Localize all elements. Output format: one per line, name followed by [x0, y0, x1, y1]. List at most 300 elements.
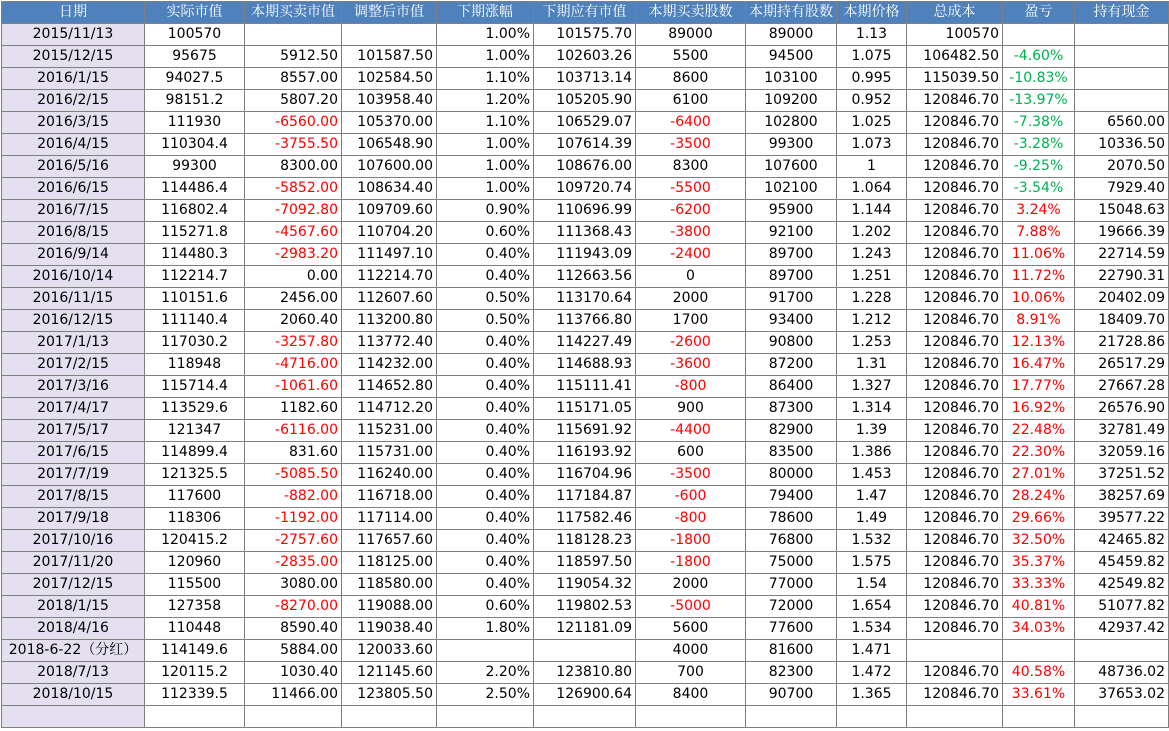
cell-price[interactable]: 1 [837, 156, 907, 178]
cell-trade-value[interactable] [245, 706, 342, 728]
cell-date[interactable]: 2016/6/15 [2, 178, 145, 200]
cell-trade-shares[interactable]: -1800 [636, 530, 746, 552]
cell-cash[interactable] [1075, 640, 1169, 662]
cell-date[interactable]: 2017/10/16 [2, 530, 145, 552]
cell-trade-value[interactable]: -3257.80 [245, 332, 342, 354]
cell-next-target-value[interactable]: 109720.74 [534, 178, 636, 200]
cell-date[interactable]: 2016/4/15 [2, 134, 145, 156]
cell-adjusted-value[interactable]: 115231.00 [342, 420, 437, 442]
cell-trade-shares[interactable]: -3800 [636, 222, 746, 244]
cell-held-shares[interactable]: 89700 [746, 266, 837, 288]
cell-profit-loss[interactable]: 29.66% [1003, 508, 1075, 530]
cell-date[interactable]: 2017/7/19 [2, 464, 145, 486]
cell-total-cost[interactable]: 120846.70 [907, 222, 1003, 244]
cell-next-target-value[interactable]: 111943.09 [534, 244, 636, 266]
cell-price[interactable]: 0.952 [837, 90, 907, 112]
cell-trade-shares[interactable]: 700 [636, 662, 746, 684]
cell-adjusted-value[interactable] [342, 24, 437, 46]
cell-date[interactable]: 2017/5/17 [2, 420, 145, 442]
cell-trade-value[interactable]: -6560.00 [245, 112, 342, 134]
cell-next-rise[interactable]: 0.60% [437, 222, 534, 244]
cell-trade-shares[interactable]: 4000 [636, 640, 746, 662]
cell-trade-value[interactable]: 2060.40 [245, 310, 342, 332]
cell-actual-value[interactable]: 118948 [145, 354, 245, 376]
cell-held-shares[interactable]: 83500 [746, 442, 837, 464]
cell-trade-shares[interactable]: -5500 [636, 178, 746, 200]
cell-cash[interactable]: 42465.82 [1075, 530, 1169, 552]
cell-next-rise[interactable]: 2.50% [437, 684, 534, 706]
cell-trade-shares[interactable]: -800 [636, 508, 746, 530]
cell-trade-value[interactable]: -2983.20 [245, 244, 342, 266]
cell-total-cost[interactable]: 115039.50 [907, 68, 1003, 90]
cell-trade-value[interactable] [245, 24, 342, 46]
cell-date[interactable] [2, 706, 145, 728]
cell-date[interactable]: 2017/8/15 [2, 486, 145, 508]
cell-date[interactable]: 2016/3/15 [2, 112, 145, 134]
cell-profit-loss[interactable]: -4.60% [1003, 46, 1075, 68]
cell-adjusted-value[interactable]: 111497.10 [342, 244, 437, 266]
cell-profit-loss[interactable]: 28.24% [1003, 486, 1075, 508]
cell-trade-shares[interactable]: -4400 [636, 420, 746, 442]
col-header-actual-value[interactable]: 实际市值 [145, 2, 245, 24]
cell-trade-shares[interactable]: 8600 [636, 68, 746, 90]
cell-total-cost[interactable]: 120846.70 [907, 90, 1003, 112]
cell-trade-value[interactable]: 0.00 [245, 266, 342, 288]
cell-total-cost[interactable]: 120846.70 [907, 200, 1003, 222]
cell-profit-loss[interactable] [1003, 706, 1075, 728]
cell-price[interactable]: 1.532 [837, 530, 907, 552]
cell-actual-value[interactable] [145, 706, 245, 728]
cell-profit-loss[interactable]: 16.47% [1003, 354, 1075, 376]
cell-held-shares[interactable]: 102800 [746, 112, 837, 134]
cell-date[interactable]: 2018/10/15 [2, 684, 145, 706]
cell-adjusted-value[interactable]: 120033.60 [342, 640, 437, 662]
cell-next-target-value[interactable] [534, 640, 636, 662]
cell-cash[interactable]: 26517.29 [1075, 354, 1169, 376]
cell-next-rise[interactable]: 0.40% [437, 574, 534, 596]
cell-adjusted-value[interactable]: 108634.40 [342, 178, 437, 200]
cell-actual-value[interactable]: 120115.2 [145, 662, 245, 684]
cell-trade-shares[interactable]: 1700 [636, 310, 746, 332]
cell-next-target-value[interactable]: 108676.00 [534, 156, 636, 178]
cell-next-target-value[interactable]: 102603.26 [534, 46, 636, 68]
cell-trade-shares[interactable]: -600 [636, 486, 746, 508]
cell-next-target-value[interactable]: 119054.32 [534, 574, 636, 596]
cell-profit-loss[interactable]: -13.97% [1003, 90, 1075, 112]
cell-date[interactable]: 2018-6-22（分红） [2, 640, 145, 662]
cell-held-shares[interactable]: 78600 [746, 508, 837, 530]
cell-date[interactable]: 2016/12/15 [2, 310, 145, 332]
cell-actual-value[interactable]: 100570 [145, 24, 245, 46]
cell-adjusted-value[interactable]: 123805.50 [342, 684, 437, 706]
cell-trade-shares[interactable] [636, 706, 746, 728]
cell-actual-value[interactable]: 95675 [145, 46, 245, 68]
cell-held-shares[interactable]: 87300 [746, 398, 837, 420]
cell-held-shares[interactable]: 75000 [746, 552, 837, 574]
cell-profit-loss[interactable]: 22.30% [1003, 442, 1075, 464]
cell-date[interactable]: 2016/7/15 [2, 200, 145, 222]
cell-next-rise[interactable]: 0.40% [437, 530, 534, 552]
cell-held-shares[interactable]: 93400 [746, 310, 837, 332]
cell-profit-loss[interactable]: -7.38% [1003, 112, 1075, 134]
cell-cash[interactable]: 51077.82 [1075, 596, 1169, 618]
cell-cash[interactable]: 27667.28 [1075, 376, 1169, 398]
cell-date[interactable]: 2017/12/15 [2, 574, 145, 596]
cell-trade-value[interactable]: -4716.00 [245, 354, 342, 376]
cell-next-rise[interactable]: 0.50% [437, 288, 534, 310]
cell-next-rise[interactable]: 1.10% [437, 68, 534, 90]
cell-trade-value[interactable]: 2456.00 [245, 288, 342, 310]
cell-profit-loss[interactable]: 40.81% [1003, 596, 1075, 618]
cell-trade-shares[interactable]: -800 [636, 376, 746, 398]
cell-trade-value[interactable]: 8300.00 [245, 156, 342, 178]
cell-held-shares[interactable]: 80000 [746, 464, 837, 486]
cell-cash[interactable]: 7929.40 [1075, 178, 1169, 200]
cell-cash[interactable]: 19666.39 [1075, 222, 1169, 244]
cell-trade-value[interactable]: 5807.20 [245, 90, 342, 112]
cell-total-cost[interactable]: 120846.70 [907, 464, 1003, 486]
cell-actual-value[interactable]: 110304.4 [145, 134, 245, 156]
cell-actual-value[interactable]: 112339.5 [145, 684, 245, 706]
cell-cash[interactable]: 48736.02 [1075, 662, 1169, 684]
cell-actual-value[interactable]: 118306 [145, 508, 245, 530]
cell-actual-value[interactable]: 110151.6 [145, 288, 245, 310]
cell-next-rise[interactable]: 1.00% [437, 156, 534, 178]
cell-next-target-value[interactable]: 115691.92 [534, 420, 636, 442]
cell-trade-value[interactable]: -6116.00 [245, 420, 342, 442]
cell-next-target-value[interactable] [534, 706, 636, 728]
col-header-profit-loss[interactable]: 盈亏 [1003, 2, 1075, 24]
cell-cash[interactable]: 15048.63 [1075, 200, 1169, 222]
cell-next-target-value[interactable]: 119802.53 [534, 596, 636, 618]
cell-total-cost[interactable]: 120846.70 [907, 508, 1003, 530]
cell-next-rise[interactable]: 0.90% [437, 200, 534, 222]
cell-cash[interactable]: 26576.90 [1075, 398, 1169, 420]
cell-date[interactable]: 2016/11/15 [2, 288, 145, 310]
cell-adjusted-value[interactable]: 118580.00 [342, 574, 437, 596]
cell-adjusted-value[interactable] [342, 706, 437, 728]
cell-adjusted-value[interactable]: 113772.40 [342, 332, 437, 354]
cell-cash[interactable]: 22714.59 [1075, 244, 1169, 266]
cell-adjusted-value[interactable]: 117114.00 [342, 508, 437, 530]
cell-next-target-value[interactable]: 117184.87 [534, 486, 636, 508]
cell-price[interactable]: 1.327 [837, 376, 907, 398]
cell-held-shares[interactable]: 89000 [746, 24, 837, 46]
cell-date[interactable]: 2017/9/18 [2, 508, 145, 530]
cell-cash[interactable] [1075, 46, 1169, 68]
cell-adjusted-value[interactable]: 109709.60 [342, 200, 437, 222]
cell-actual-value[interactable]: 111930 [145, 112, 245, 134]
cell-price[interactable]: 1.386 [837, 442, 907, 464]
cell-actual-value[interactable]: 120415.2 [145, 530, 245, 552]
cell-trade-shares[interactable]: 900 [636, 398, 746, 420]
cell-cash[interactable]: 37251.52 [1075, 464, 1169, 486]
cell-cash[interactable]: 20402.09 [1075, 288, 1169, 310]
cell-date[interactable]: 2017/2/15 [2, 354, 145, 376]
cell-actual-value[interactable]: 110448 [145, 618, 245, 640]
cell-held-shares[interactable]: 95900 [746, 200, 837, 222]
cell-profit-loss[interactable]: -3.54% [1003, 178, 1075, 200]
cell-held-shares[interactable]: 76800 [746, 530, 837, 552]
cell-profit-loss[interactable]: 10.06% [1003, 288, 1075, 310]
cell-actual-value[interactable]: 120960 [145, 552, 245, 574]
cell-profit-loss[interactable]: 34.03% [1003, 618, 1075, 640]
cell-date[interactable]: 2017/6/15 [2, 442, 145, 464]
cell-price[interactable]: 1.243 [837, 244, 907, 266]
cell-actual-value[interactable]: 99300 [145, 156, 245, 178]
cell-adjusted-value[interactable]: 114652.80 [342, 376, 437, 398]
cell-date[interactable]: 2018/7/13 [2, 662, 145, 684]
col-header-held-shares[interactable]: 本期持有股数 [746, 2, 837, 24]
cell-next-rise[interactable]: 1.00% [437, 46, 534, 68]
cell-adjusted-value[interactable]: 105370.00 [342, 112, 437, 134]
cell-profit-loss[interactable] [1003, 24, 1075, 46]
cell-profit-loss[interactable]: 16.92% [1003, 398, 1075, 420]
cell-trade-value[interactable]: -7092.80 [245, 200, 342, 222]
cell-trade-shares[interactable]: 5600 [636, 618, 746, 640]
cell-actual-value[interactable]: 127358 [145, 596, 245, 618]
cell-held-shares[interactable]: 99300 [746, 134, 837, 156]
cell-next-target-value[interactable]: 107614.39 [534, 134, 636, 156]
cell-date[interactable]: 2015/12/15 [2, 46, 145, 68]
cell-held-shares[interactable]: 109200 [746, 90, 837, 112]
cell-price[interactable]: 1.54 [837, 574, 907, 596]
cell-trade-shares[interactable]: 2000 [636, 574, 746, 596]
cell-date[interactable]: 2017/4/17 [2, 398, 145, 420]
cell-total-cost[interactable]: 120846.70 [907, 486, 1003, 508]
cell-cash[interactable] [1075, 706, 1169, 728]
cell-total-cost[interactable]: 106482.50 [907, 46, 1003, 68]
cell-next-target-value[interactable]: 113766.80 [534, 310, 636, 332]
cell-next-target-value[interactable]: 116704.96 [534, 464, 636, 486]
cell-trade-shares[interactable]: -2400 [636, 244, 746, 266]
cell-date[interactable]: 2016/9/14 [2, 244, 145, 266]
cell-trade-value[interactable]: -1061.60 [245, 376, 342, 398]
cell-price[interactable]: 1.453 [837, 464, 907, 486]
cell-cash[interactable]: 2070.50 [1075, 156, 1169, 178]
cell-trade-value[interactable]: 5912.50 [245, 46, 342, 68]
cell-total-cost[interactable]: 120846.70 [907, 596, 1003, 618]
cell-trade-shares[interactable]: -6200 [636, 200, 746, 222]
cell-cash[interactable]: 37653.02 [1075, 684, 1169, 706]
cell-actual-value[interactable]: 98151.2 [145, 90, 245, 112]
cell-total-cost[interactable]: 120846.70 [907, 112, 1003, 134]
col-header-price[interactable]: 本期价格 [837, 2, 907, 24]
cell-total-cost[interactable]: 120846.70 [907, 662, 1003, 684]
cell-trade-value[interactable]: -3755.50 [245, 134, 342, 156]
cell-actual-value[interactable]: 115714.4 [145, 376, 245, 398]
cell-profit-loss[interactable]: -3.28% [1003, 134, 1075, 156]
cell-held-shares[interactable]: 92100 [746, 222, 837, 244]
cell-trade-value[interactable]: -5085.50 [245, 464, 342, 486]
cell-price[interactable]: 1.49 [837, 508, 907, 530]
cell-price[interactable]: 1.13 [837, 24, 907, 46]
cell-profit-loss[interactable]: 8.91% [1003, 310, 1075, 332]
cell-next-target-value[interactable]: 105205.90 [534, 90, 636, 112]
col-header-next-target-value[interactable]: 下期应有市值 [534, 2, 636, 24]
cell-held-shares[interactable]: 81600 [746, 640, 837, 662]
cell-adjusted-value[interactable]: 114232.00 [342, 354, 437, 376]
cell-next-rise[interactable]: 0.40% [437, 266, 534, 288]
cell-adjusted-value[interactable]: 110704.20 [342, 222, 437, 244]
cell-date[interactable]: 2016/10/14 [2, 266, 145, 288]
cell-profit-loss[interactable]: 12.13% [1003, 332, 1075, 354]
cell-price[interactable]: 1.47 [837, 486, 907, 508]
cell-trade-shares[interactable]: 8400 [636, 684, 746, 706]
cell-actual-value[interactable]: 121347 [145, 420, 245, 442]
cell-trade-value[interactable]: 5884.00 [245, 640, 342, 662]
cell-price[interactable]: 1.251 [837, 266, 907, 288]
cell-cash[interactable] [1075, 68, 1169, 90]
cell-profit-loss[interactable]: 33.61% [1003, 684, 1075, 706]
cell-trade-shares[interactable]: 89000 [636, 24, 746, 46]
cell-adjusted-value[interactable]: 119038.40 [342, 618, 437, 640]
cell-cash[interactable]: 22790.31 [1075, 266, 1169, 288]
cell-next-target-value[interactable]: 113170.64 [534, 288, 636, 310]
cell-actual-value[interactable]: 113529.6 [145, 398, 245, 420]
cell-held-shares[interactable]: 82900 [746, 420, 837, 442]
cell-held-shares[interactable]: 89700 [746, 244, 837, 266]
cell-adjusted-value[interactable]: 106548.90 [342, 134, 437, 156]
cell-total-cost[interactable]: 120846.70 [907, 244, 1003, 266]
col-header-next-rise[interactable]: 下期涨幅 [437, 2, 534, 24]
cell-cash[interactable] [1075, 90, 1169, 112]
cell-profit-loss[interactable]: 33.33% [1003, 574, 1075, 596]
cell-trade-shares[interactable]: -3500 [636, 134, 746, 156]
cell-actual-value[interactable]: 114480.3 [145, 244, 245, 266]
cell-cash[interactable]: 42937.42 [1075, 618, 1169, 640]
cell-total-cost[interactable]: 120846.70 [907, 332, 1003, 354]
cell-trade-shares[interactable]: -6400 [636, 112, 746, 134]
cell-actual-value[interactable]: 117030.2 [145, 332, 245, 354]
cell-trade-value[interactable]: 3080.00 [245, 574, 342, 596]
cell-held-shares[interactable]: 72000 [746, 596, 837, 618]
cell-adjusted-value[interactable]: 118125.00 [342, 552, 437, 574]
cell-total-cost[interactable]: 120846.70 [907, 552, 1003, 574]
cell-adjusted-value[interactable]: 101587.50 [342, 46, 437, 68]
cell-next-target-value[interactable]: 106529.07 [534, 112, 636, 134]
cell-actual-value[interactable]: 116802.4 [145, 200, 245, 222]
cell-cash[interactable] [1075, 24, 1169, 46]
cell-profit-loss[interactable]: 11.06% [1003, 244, 1075, 266]
cell-trade-value[interactable]: 1182.60 [245, 398, 342, 420]
cell-next-target-value[interactable]: 117582.46 [534, 508, 636, 530]
cell-actual-value[interactable]: 114486.4 [145, 178, 245, 200]
cell-next-rise[interactable]: 0.40% [437, 398, 534, 420]
cell-adjusted-value[interactable]: 113200.80 [342, 310, 437, 332]
col-header-trade-value[interactable]: 本期买卖市值 [245, 2, 342, 24]
cell-held-shares[interactable]: 91700 [746, 288, 837, 310]
cell-total-cost[interactable]: 120846.70 [907, 178, 1003, 200]
cell-date[interactable]: 2016/5/16 [2, 156, 145, 178]
cell-price[interactable]: 1.073 [837, 134, 907, 156]
cell-price[interactable]: 1.314 [837, 398, 907, 420]
cell-next-rise[interactable] [437, 640, 534, 662]
cell-total-cost[interactable]: 120846.70 [907, 156, 1003, 178]
cell-adjusted-value[interactable]: 119088.00 [342, 596, 437, 618]
cell-total-cost[interactable]: 120846.70 [907, 420, 1003, 442]
cell-actual-value[interactable]: 114899.4 [145, 442, 245, 464]
cell-trade-shares[interactable]: 8300 [636, 156, 746, 178]
cell-price[interactable]: 1.575 [837, 552, 907, 574]
cell-profit-loss[interactable] [1003, 640, 1075, 662]
cell-date[interactable]: 2016/1/15 [2, 68, 145, 90]
cell-profit-loss[interactable]: 35.37% [1003, 552, 1075, 574]
cell-next-rise[interactable]: 1.80% [437, 618, 534, 640]
cell-actual-value[interactable]: 115271.8 [145, 222, 245, 244]
cell-trade-value[interactable]: 1030.40 [245, 662, 342, 684]
cell-next-target-value[interactable]: 118128.23 [534, 530, 636, 552]
cell-cash[interactable]: 10336.50 [1075, 134, 1169, 156]
cell-trade-value[interactable]: -4567.60 [245, 222, 342, 244]
cell-next-rise[interactable]: 2.20% [437, 662, 534, 684]
cell-next-target-value[interactable]: 115171.05 [534, 398, 636, 420]
cell-adjusted-value[interactable]: 115731.00 [342, 442, 437, 464]
cell-held-shares[interactable]: 77600 [746, 618, 837, 640]
cell-cash[interactable]: 45459.82 [1075, 552, 1169, 574]
cell-next-target-value[interactable]: 110696.99 [534, 200, 636, 222]
cell-date[interactable]: 2018/4/16 [2, 618, 145, 640]
cell-profit-loss[interactable]: -9.25% [1003, 156, 1075, 178]
cell-trade-value[interactable]: 831.60 [245, 442, 342, 464]
cell-held-shares[interactable]: 77000 [746, 574, 837, 596]
cell-next-rise[interactable]: 0.40% [437, 552, 534, 574]
cell-held-shares[interactable]: 103100 [746, 68, 837, 90]
cell-actual-value[interactable]: 117600 [145, 486, 245, 508]
cell-date[interactable]: 2016/2/15 [2, 90, 145, 112]
cell-price[interactable]: 1.228 [837, 288, 907, 310]
cell-held-shares[interactable]: 82300 [746, 662, 837, 684]
cell-trade-shares[interactable]: -1800 [636, 552, 746, 574]
cell-cash[interactable]: 6560.00 [1075, 112, 1169, 134]
cell-price[interactable]: 1.253 [837, 332, 907, 354]
cell-total-cost[interactable]: 120846.70 [907, 134, 1003, 156]
cell-cash[interactable]: 21728.86 [1075, 332, 1169, 354]
cell-next-rise[interactable]: 0.40% [437, 442, 534, 464]
cell-cash[interactable]: 39577.22 [1075, 508, 1169, 530]
cell-date[interactable]: 2017/11/20 [2, 552, 145, 574]
cell-adjusted-value[interactable]: 116718.00 [342, 486, 437, 508]
cell-next-target-value[interactable]: 126900.64 [534, 684, 636, 706]
cell-next-target-value[interactable]: 116193.92 [534, 442, 636, 464]
cell-adjusted-value[interactable]: 121145.60 [342, 662, 437, 684]
col-header-cash[interactable]: 持有现金 [1075, 2, 1169, 24]
cell-profit-loss[interactable]: 32.50% [1003, 530, 1075, 552]
cell-next-rise[interactable]: 0.40% [437, 508, 534, 530]
cell-total-cost[interactable] [907, 706, 1003, 728]
cell-next-rise[interactable]: 1.20% [437, 90, 534, 112]
cell-price[interactable]: 1.144 [837, 200, 907, 222]
cell-held-shares[interactable]: 79400 [746, 486, 837, 508]
cell-trade-value[interactable]: -8270.00 [245, 596, 342, 618]
cell-price[interactable]: 1.654 [837, 596, 907, 618]
cell-next-target-value[interactable]: 103713.14 [534, 68, 636, 90]
cell-price[interactable]: 1.31 [837, 354, 907, 376]
cell-actual-value[interactable]: 121325.5 [145, 464, 245, 486]
cell-next-rise[interactable] [437, 706, 534, 728]
cell-held-shares[interactable]: 102100 [746, 178, 837, 200]
cell-profit-loss[interactable]: 7.88% [1003, 222, 1075, 244]
cell-held-shares[interactable]: 90800 [746, 332, 837, 354]
cell-total-cost[interactable]: 120846.70 [907, 266, 1003, 288]
cell-profit-loss[interactable]: 40.58% [1003, 662, 1075, 684]
cell-trade-shares[interactable]: 6100 [636, 90, 746, 112]
cell-next-rise[interactable]: 0.40% [437, 332, 534, 354]
cell-adjusted-value[interactable]: 112214.70 [342, 266, 437, 288]
cell-adjusted-value[interactable]: 117657.60 [342, 530, 437, 552]
cell-trade-shares[interactable]: -3500 [636, 464, 746, 486]
cell-price[interactable]: 1.212 [837, 310, 907, 332]
